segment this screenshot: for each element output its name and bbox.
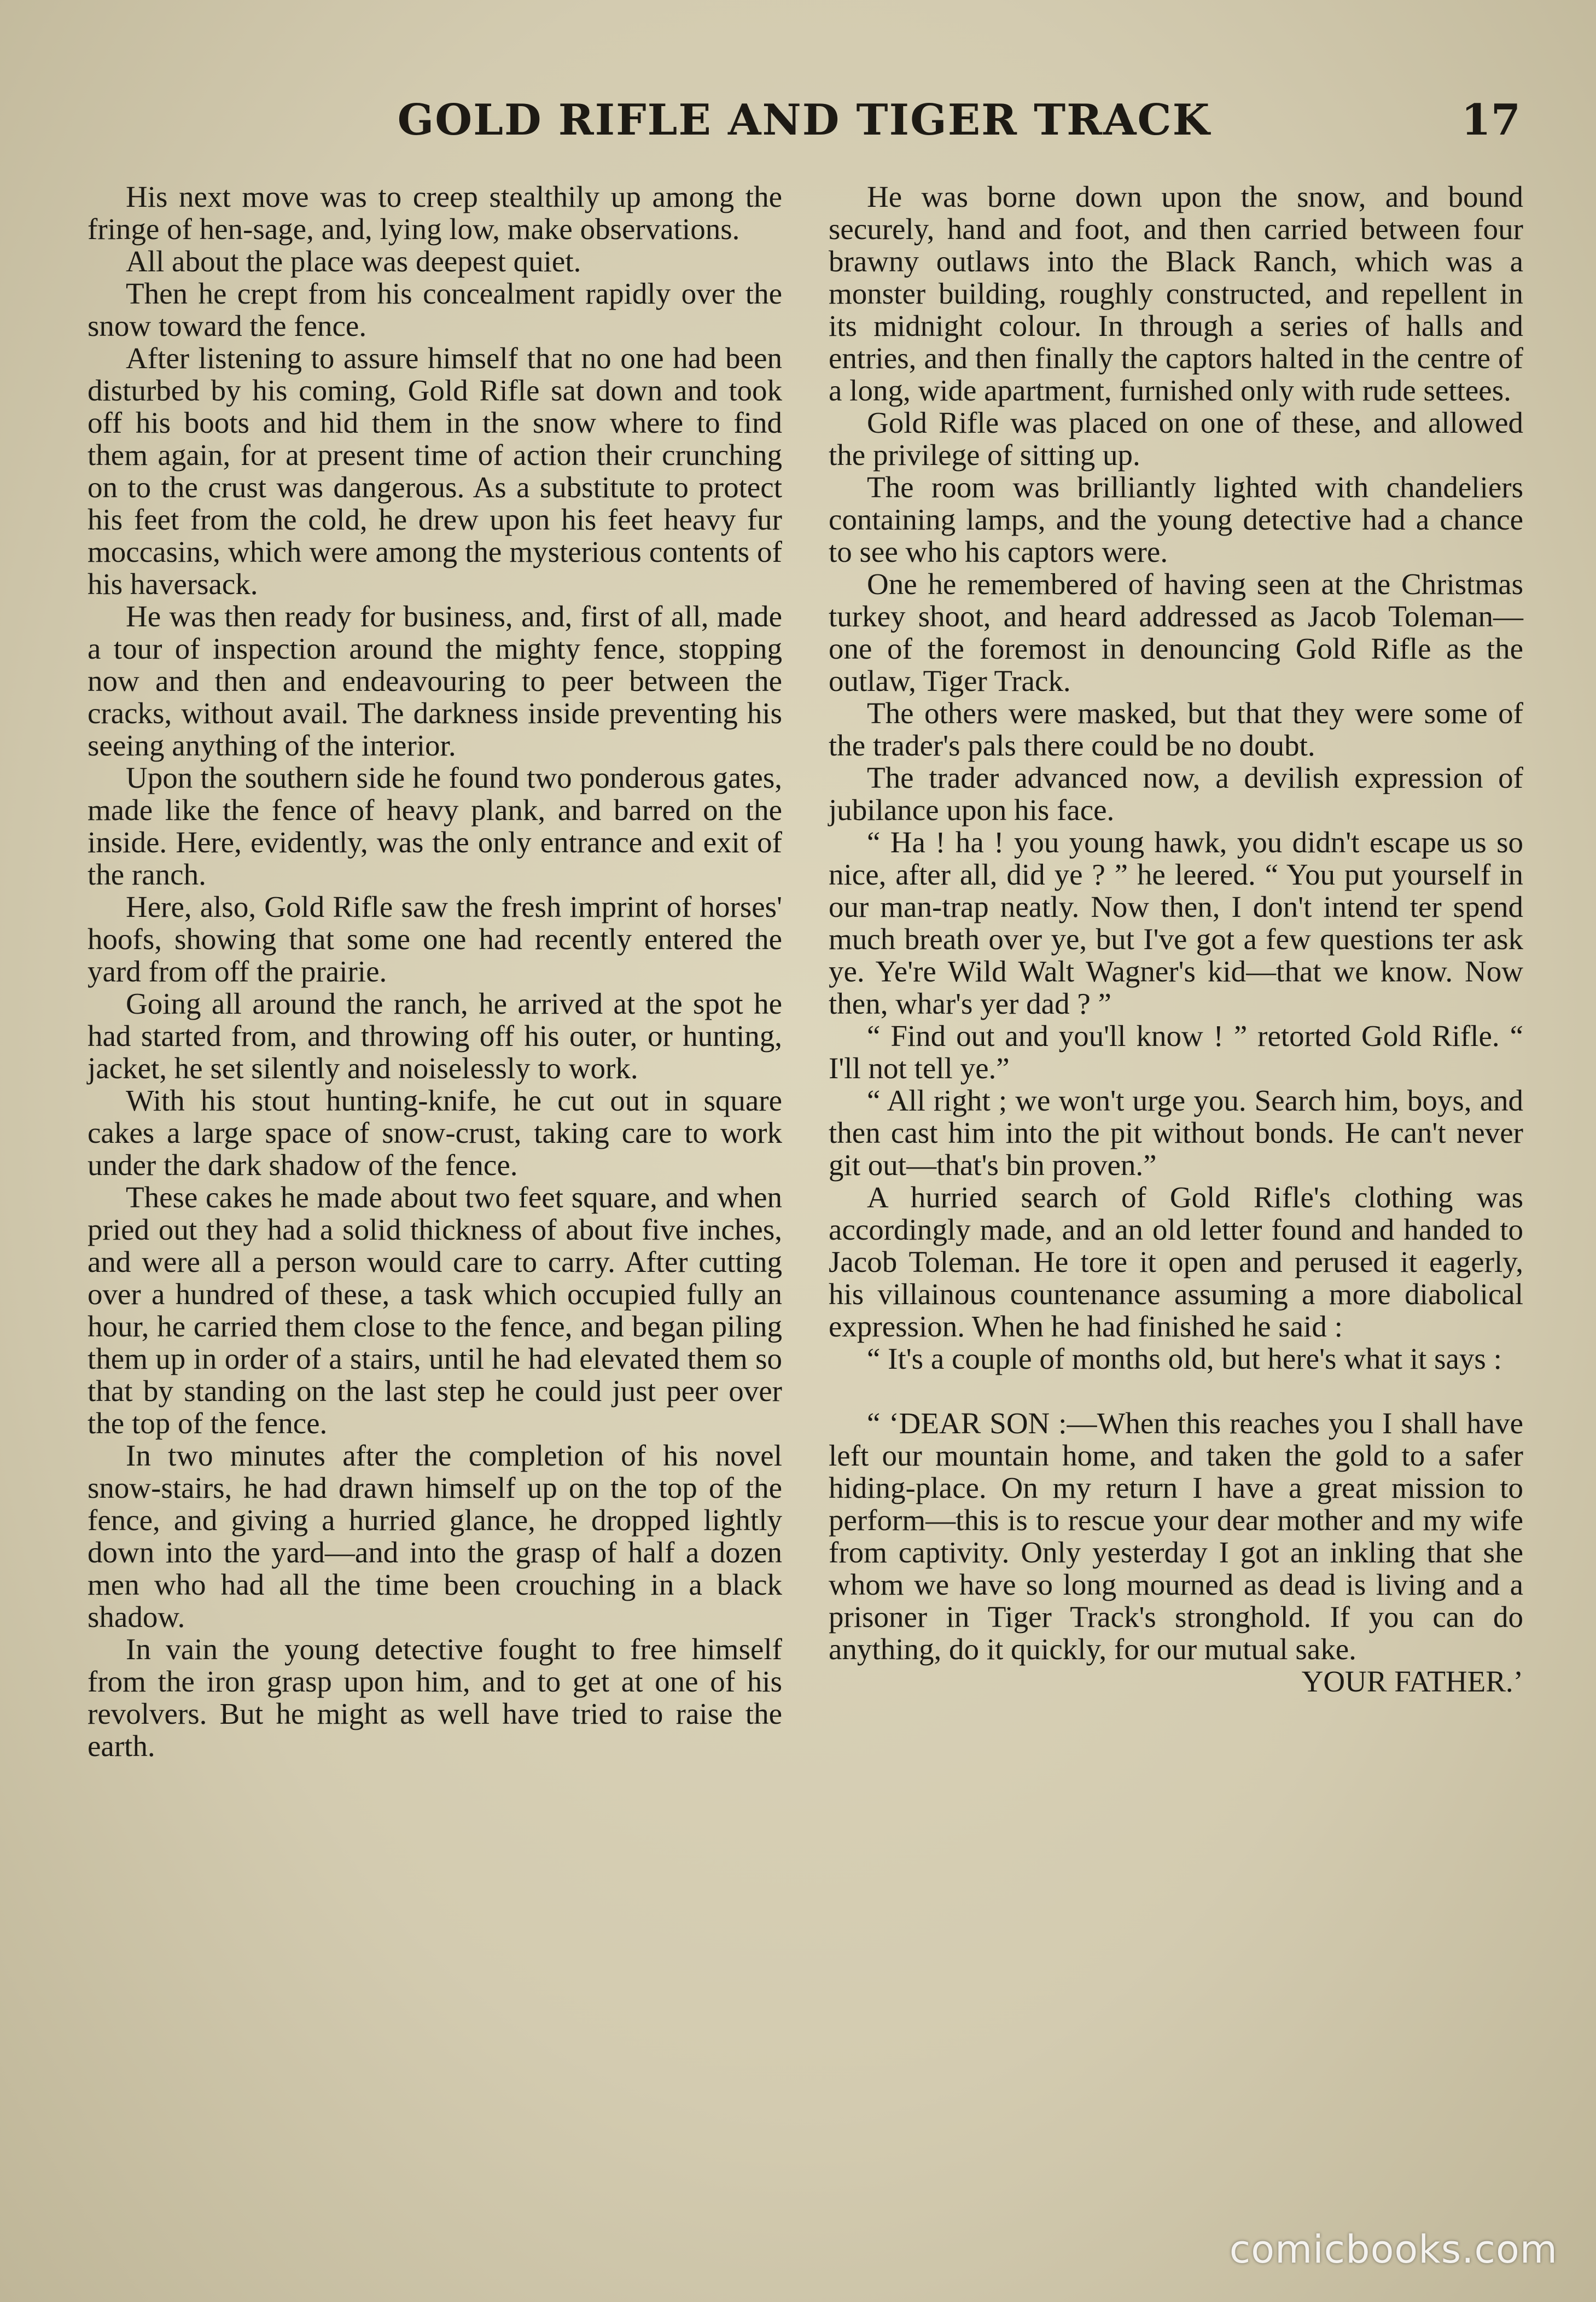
- page-title: GOLD RIFLE AND TIGER TRACK: [397, 95, 1211, 145]
- paragraph: He was borne down upon the snow, and bound securely, hand and foot, and then carried between four brawny outlaws into the Black Ranch, which was a monster building, roughly constructed, and repellent in its midnight colour. In through a series of halls and entries, and then finally the captors halted in the centre of a long, wide apartment, furnished only with rude settees.: [829, 180, 1523, 407]
- paragraph: All about the place was deepest quiet.: [126, 245, 581, 278]
- spacer: [829, 1375, 1523, 1407]
- paragraph: With his stout hunting-knife, he cut out in square cakes a large space of snow-crust, taking care to work under the dark shadow of the fence.: [88, 1084, 782, 1182]
- letter-body: “ ‘DEAR SON :—When this reaches you I shall have left our mountain home, and taken the gold to a safer hiding-place. On my return I have a great mission to perform—this is to rescue your dear mother and my wife from captivity. Only yesterday I got an inkling that she whom we have so long mourned as dead is living and a prisoner in Tiger Track's stronghold. If you can do anything, do it quickly, for our mutual sake.: [829, 1406, 1523, 1666]
- paragraph: “ Find out and you'll know ! ” retorted Gold Rifle. “ I'll not tell ye.”: [829, 1019, 1523, 1085]
- left-column: [88, 181, 782, 1762]
- paragraph: The room was brilliantly lighted with chandeliers containing lamps, and the young detective had a chance to see who his captors were.: [829, 470, 1523, 568]
- paragraph: “ Ha ! ha ! you young hawk, you didn't escape us so nice, after all, did ye ? ” he leered. “ You put yourself in our man-trap neatly. Now then, I don't intend ter spend much breath over ye, but I've got a few questions ter ask ye. Ye're Wild Walt Wagner's kid—that we know. Now then, whar's yer dad ? ”: [829, 826, 1523, 1020]
- paragraph: In vain the young detective fought to free himself from the iron grasp upon him, and to get at one of his revolvers. But he might as well have tried to raise the earth.: [88, 1632, 782, 1763]
- paragraph: These cakes he made about two feet square, and when pried out they had a solid thickness of about five inches, and were all a person would care to carry. After cutting over a hundred of these, a task which occupied fully an hour, he carried them close to the fence, and began piling them up in order of a stairs, until he had elevated them so that by standing on the last step he could just peer over the top of the fence.: [88, 1181, 782, 1440]
- watermark: comicbooks.com: [1229, 2227, 1558, 2272]
- letter-signature: YOUR FATHER.’: [1301, 1665, 1523, 1698]
- paragraph: A hurried search of Gold Rifle's clothing was accordingly made, and an old letter found and handed to Jacob Toleman. He tore it open and perused it eagerly, his villainous countenance assuming a more diabolical expression. When he had finished he said :: [829, 1181, 1523, 1343]
- paragraph: Upon the southern side he found two ponderous gates, made like the fence of heavy plank, and barred on the inside. Here, evidently, was the only entrance and exit of the ranch.: [88, 761, 782, 891]
- paragraph: He was then ready for business, and, first of all, made a tour of inspection around the mighty fence, stopping now and then and endeavouring to peer between the cracks, without avail. The darkness inside preventing his seeing anything of the interior.: [88, 600, 782, 762]
- paragraph: Here, also, Gold Rifle saw the fresh imprint of horses' hoofs, showing that some one had recently entered the yard from off the prairie.: [88, 890, 782, 988]
- paragraph: Then he crept from his concealment rapidly over the snow toward the fence.: [88, 277, 782, 342]
- paragraph: “ All right ; we won't urge you. Search him, boys, and then cast him into the pit without bonds. He can't never git out—that's bin proven.”: [829, 1084, 1523, 1182]
- paragraph: One he remembered of having seen at the Christmas turkey shoot, and heard addressed as Jacob Toleman—one of the foremost in denouncing Gold Rifle as the outlaw, Tiger Track.: [829, 567, 1523, 697]
- paragraph: Going all around the ranch, he arrived at the spot he had started from, and throwing off his outer, or hunting, jacket, he set silently and noiselessly to work.: [88, 987, 782, 1085]
- page-number: 17: [1461, 95, 1521, 145]
- paragraph: “ It's a couple of months old, but here's what it says :: [867, 1342, 1502, 1375]
- paragraph: The trader advanced now, a devilish expression of jubilance upon his face.: [829, 761, 1523, 827]
- paragraph: In two minutes after the completion of his novel snow-stairs, he had drawn himself up on the top of the fence, and giving a hurried glance, he dropped lightly down into the yard—and into the grasp of half a dozen men who had all the time been crouching in a black shadow.: [88, 1439, 782, 1634]
- page-header: [88, 90, 1521, 150]
- right-column: [829, 181, 1523, 1698]
- paragraph: After listening to assure himself that no one had been disturbed by his coming, Gold Rifle sat down and took off his boots and hid them in the snow where to find them again, for at present time of action their crunching on to the crust was dangerous. As a substitute to protect his feet from the cold, he drew upon his feet heavy fur moccasins, which were among the mysterious contents of his haversack.: [88, 341, 782, 601]
- paragraph: Gold Rifle was placed on one of these, and allowed the privilege of sitting up.: [829, 406, 1523, 472]
- paragraph: The others were masked, but that they were some of the trader's pals there could be no doubt.: [829, 696, 1523, 762]
- paragraph: His next move was to creep stealthily up among the fringe of hen-sage, and, lying low, make observations.: [88, 180, 782, 246]
